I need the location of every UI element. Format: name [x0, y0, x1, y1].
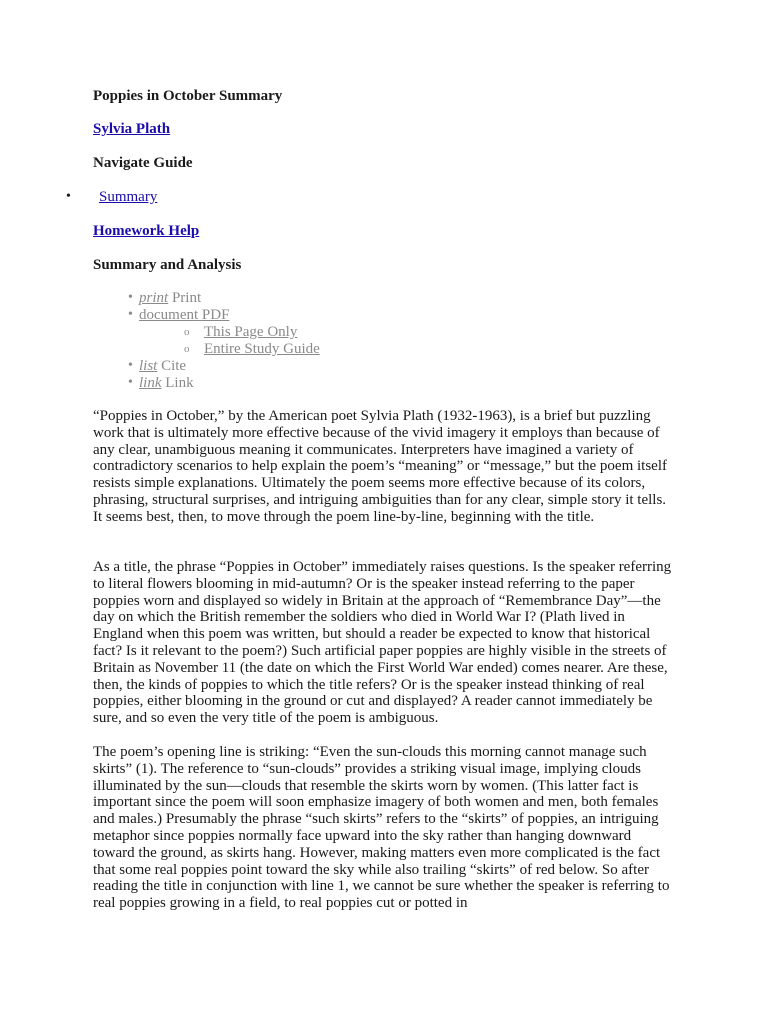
cite-item[interactable]: [139, 358, 186, 375]
list-icon: list: [139, 358, 158, 374]
tools-bullet: •: [128, 307, 133, 322]
paragraph-text: The poem’s opening line is striking: “Even the sun-clouds this morning cannot manage such skirts” (1). The reference to “sun-clouds” provides a striking visual image, implying clouds illuminated by the sun—clouds that resemble the skirts worn by women. (This latter fact is important since the poem will soon emphasize imagery of both women and men, both females and males.) Presumably the phrase “such skirts” refers to the “skirts” of poppies, an intriguing metaphor since poppies normally face upward into the sky rather than hanging downward toward the ground, as skirts hang. However, making matters even more complicated is the fact that some real poppies point toward the sky while also trailing “skirts” of red below. So after reading the title in conjunction with line 1, we cannot be sure whether the speaker is referring to real poppies growing in a field, to real poppies cut or potted in: [93, 744, 670, 912]
paragraph-text: “Poppies in October,” by the American poet Sylvia Plath (1932-1963), is a brief but puzzling work that is ultimately more effective because of the vivid imagery it employs than because of any clear, unambiguous meaning it communicates. Interpreters have imagined a variety of contradictory scenarios to help explain the poem’s “meaning” or “message,” but the poem itself resists simple explanations. Ultimately the poem seems more effective because of its colors, phrasing, structural surprises, and intriguing ambiguities than for any clear, simple story it tells. It seems best, then, to move through the poem line-by-line, beginning with the title.: [93, 408, 667, 525]
sub-bullet: o: [184, 326, 190, 338]
pdf-label: PDF: [201, 307, 230, 323]
this-page-only-link[interactable]: This Page Only: [204, 324, 298, 340]
document-icon: document: [139, 307, 199, 323]
print-label: Print: [171, 290, 202, 306]
pdf-option-this-page[interactable]: [204, 324, 297, 341]
author-link-wrapper: [93, 121, 170, 138]
entire-study-guide-link[interactable]: Entire Study Guide: [204, 341, 320, 357]
cite-label: Cite: [161, 358, 187, 374]
print-icon: print: [139, 290, 169, 306]
tools-bullet: •: [128, 290, 133, 305]
link-item[interactable]: [139, 375, 194, 392]
pdf-item[interactable]: [139, 307, 229, 324]
navigate-guide-label: Navigate Guide: [93, 155, 193, 171]
body-paragraph-3: [93, 744, 675, 912]
body-paragraph-1: [93, 408, 675, 526]
section-heading: Summary and Analysis: [93, 257, 242, 273]
cite-link[interactable]: [139, 358, 157, 374]
body-paragraph-2: [93, 559, 675, 727]
pdf-option-entire-guide[interactable]: [204, 341, 320, 358]
page-title: Poppies in October Summary: [93, 88, 283, 104]
summary-link-wrapper: [99, 189, 157, 206]
bullet-dot: •: [66, 189, 71, 204]
print-item[interactable]: [139, 290, 201, 307]
summary-link[interactable]: Summary: [99, 189, 158, 205]
print-link[interactable]: [139, 290, 168, 306]
tools-bullet: •: [128, 375, 133, 390]
link-label: Link: [165, 375, 194, 391]
link-icon: link: [139, 375, 162, 391]
link-link[interactable]: [139, 375, 162, 391]
sub-bullet: o: [184, 343, 190, 355]
tools-bullet: •: [128, 358, 133, 373]
homework-help-link[interactable]: Homework Help: [93, 223, 200, 239]
author-link[interactable]: Sylvia Plath: [93, 121, 171, 137]
pdf-link[interactable]: [139, 307, 229, 323]
paragraph-text: As a title, the phrase “Poppies in October” immediately raises questions. Is the speaker referring to literal flowers blooming in mid-autumn? Or is the speaker instead referring to the paper poppies worn and displayed so widely in Britain at the approach of “Remembrance Day”—the day on which the British remember the soldiers who died in World War I? (Plath lived in England when this poem was written, but should a reader be expected to know that historical fact? Is it relevant to the poem?) Such artificial paper poppies are highly visible in the streets of Britain as November 11 (the date on which the First World War ended) comes nearer. Are these, then, the kinds of poppies to which the title refers? Or is the speaker instead thinking of real poppies, either blooming in the ground or cut and displayed? A reader cannot immediately be sure, and so even the very title of the poem is ambiguous.: [93, 559, 672, 727]
homework-help-wrapper: [93, 223, 199, 240]
